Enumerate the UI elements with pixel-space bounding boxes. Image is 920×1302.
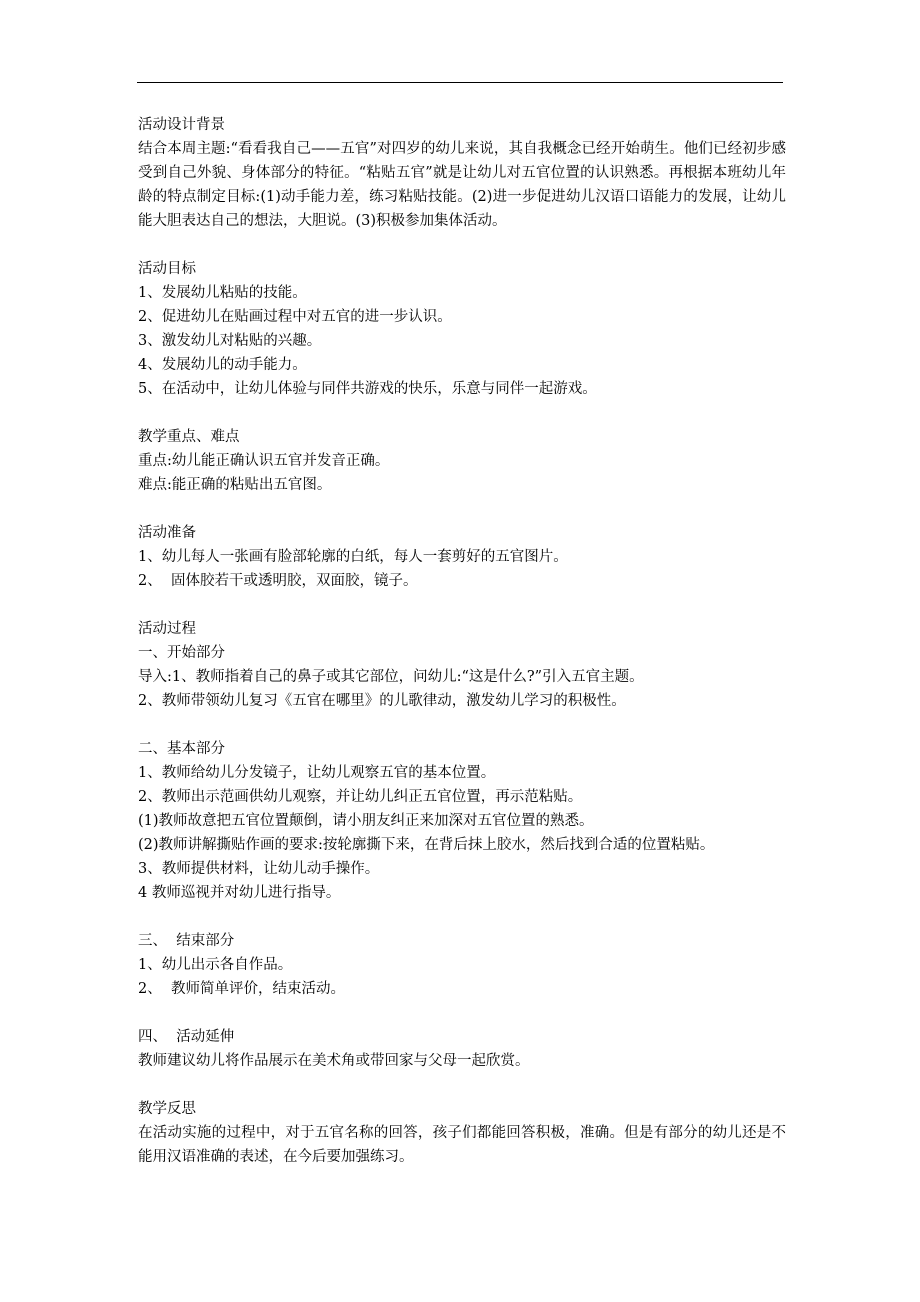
section-heading: 活动目标	[138, 261, 196, 277]
preparation-item: 2、 固体胶若干或透明胶，双面胶，镜子。	[138, 573, 418, 589]
ending-item: 2、 教师简单评价，结束活动。	[138, 981, 345, 997]
subsection-heading: 三、 结束部分	[138, 933, 235, 949]
basic-item: 3、教师提供材料，让幼儿动手操作。	[138, 861, 380, 877]
section-reflection	[138, 1097, 786, 1169]
preparation-item: 1、幼儿每人一张画有脸部轮廓的白纸，每人一套剪好的五官图片。	[138, 549, 568, 565]
goal-item: 1、发展幼儿粘贴的技能。	[138, 285, 307, 301]
process-item: 导入:1、教师指着自己的鼻子或其它部位，问幼儿:“这是什么?”引入五官主题。	[138, 669, 644, 685]
basic-item: 4 教师巡视并对幼儿进行指导。	[138, 885, 341, 901]
subsection-heading: 一、开始部分	[138, 645, 225, 661]
header-rule	[137, 82, 783, 83]
extension-paragraph: 教师建议幼儿将作品展示在美术角或带回家与父母一起欣赏。	[138, 1053, 530, 1069]
basic-item: 2、教师出示范画供幼儿观察，并让幼儿纠正五官位置，再示范粘贴。	[138, 789, 583, 805]
section-key-points	[138, 425, 786, 497]
section-heading: 教学反思	[138, 1101, 196, 1117]
section-process	[138, 617, 786, 713]
goal-item: 2、促进幼儿在贴画过程中对五官的进一步认识。	[138, 309, 452, 325]
background-paragraph: 结合本周主题:“看看我自己——五官”对四岁的幼儿来说，其自我概念已经开始萌生。他们已经初步感受到自己外貌、身体部分的特征。“粘贴五官”就是让幼儿对五官位置的认识熟悉。再根据本班幼儿年龄的特点制定目标:(1)动手能力差，练习粘贴技能。(2)进一步促进幼儿汉语口语能力的发展，让幼儿能大胆表达自己的想法，大胆说。(3)积极参加集体活动。	[138, 141, 786, 229]
key-point-item: 重点:幼儿能正确认识五官并发音正确。	[138, 453, 390, 469]
process-item: 2、教师带领幼儿复习《五官在哪里》的儿歌律动，激发幼儿学习的积极性。	[138, 693, 626, 709]
goal-item: 3、激发幼儿对粘贴的兴趣。	[138, 333, 322, 349]
section-basic	[138, 737, 786, 905]
section-preparation	[138, 521, 786, 593]
section-heading: 教学重点、难点	[138, 429, 240, 445]
section-background	[138, 113, 786, 233]
section-heading: 活动准备	[138, 525, 196, 541]
ending-item: 1、幼儿出示各自作品。	[138, 957, 293, 973]
subsection-heading: 四、 活动延伸	[138, 1029, 235, 1045]
document-body	[138, 113, 786, 1193]
basic-item: (2)教师讲解撕贴作画的要求:按轮廓撕下来，在背后抹上胶水，然后找到合适的位置粘贴。	[138, 837, 715, 853]
section-heading: 活动设计背景	[138, 117, 225, 133]
section-ending	[138, 929, 786, 1001]
goal-item: 5、在活动中，让幼儿体验与同伴共游戏的快乐，乐意与同伴一起游戏。	[138, 381, 597, 397]
subsection-heading: 二、基本部分	[138, 741, 225, 757]
reflection-paragraph: 在活动实施的过程中，对于五官名称的回答，孩子们都能回答积极，准确。但是有部分的幼儿还是不能用汉语准确的表述，在今后要加强练习。	[138, 1125, 786, 1165]
section-goals	[138, 257, 786, 401]
key-point-item: 难点:能正确的粘贴出五官图。	[138, 477, 332, 493]
basic-item: (1)教师故意把五官位置颠倒，请小朋友纠正来加深对五官位置的熟悉。	[138, 813, 594, 829]
section-heading: 活动过程	[138, 621, 196, 637]
basic-item: 1、教师给幼儿分发镜子，让幼儿观察五官的基本位置。	[138, 765, 496, 781]
section-extension	[138, 1025, 786, 1073]
goal-item: 4、发展幼儿的动手能力。	[138, 357, 307, 373]
